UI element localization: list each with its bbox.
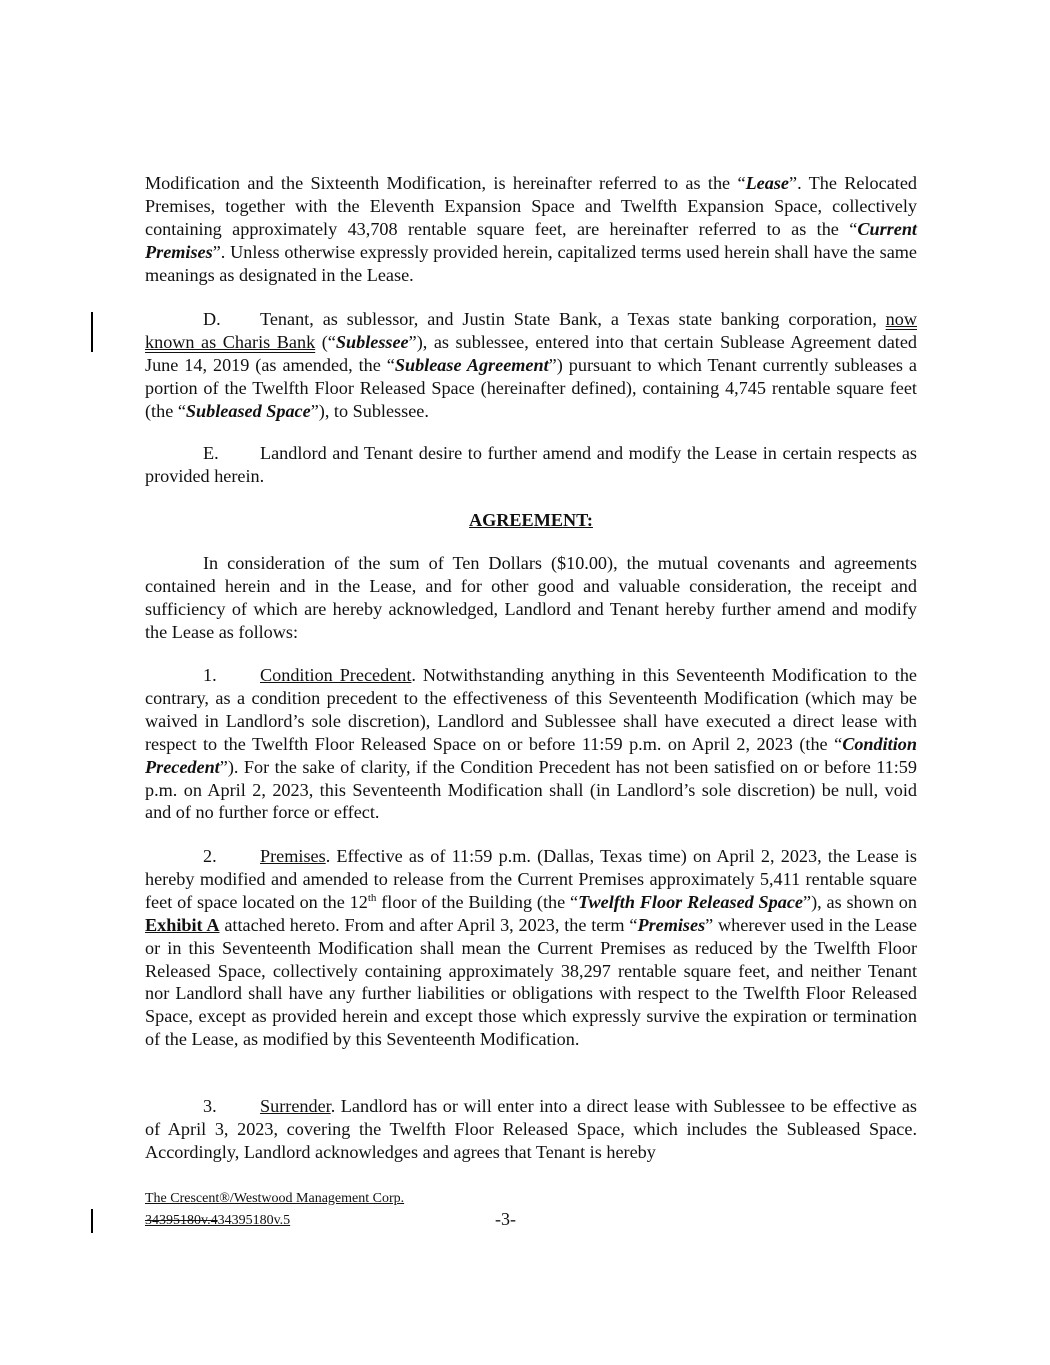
term-sublessee: Sublessee [335, 331, 409, 352]
term-sublease-agreement: Sublease Agreement [394, 354, 549, 375]
footer-revision-bar [91, 1209, 93, 1233]
footer [145, 1188, 404, 1232]
section-1-number: 1. [203, 665, 217, 685]
exhibit-a-reference: Exhibit A [145, 914, 220, 935]
recital-d-label: D. [203, 309, 221, 329]
ordinal-suffix: th [367, 891, 377, 904]
agreement-heading: AGREEMENT: [469, 510, 593, 530]
section-2-title: Premises [260, 846, 326, 866]
doc-number-new: 34395180v.5 [217, 1213, 291, 1228]
term-lease: Lease [745, 173, 789, 193]
section-1-paragraph: 1. Condition Precedent. Notwithstanding anything in this Seventeenth Modification to the contrary, as a condition precedent to the effectiveness of this Seventeenth Modification (which may be waived in Landlord’s sole discretion), Landlord and Sublessee shall have executed a direct lease with respect to the Twelfth Floor Released Space on or before 11:59 p.m. on April 2, 2023 (the “Condition Precedent”). For the sake of clarity, if the Condition Precedent has not been satisfied on or before 11:59 p.m. on April 2, 2023, this Seventeenth Modification shall (in Landlord’s sole discretion) be null, void and of no further force or effect. [145, 665, 917, 823]
inserted-comma: , [872, 309, 877, 329]
consideration-paragraph: In consideration of the sum of Ten Dollars ($10.00), the mutual covenants and agreements contained herein and in the Lease, and for other good and valuable consideration, the receipt and sufficiency of which are hereby acknowledged, Landlord and Tenant hereby further amend and modify the Lease as follows: [145, 553, 917, 642]
intro-paragraph: Modification and the Sixteenth Modification, is hereinafter referred to as the “Lease”. The Relocated Premises, together with the Eleventh Expansion Space and Twelfth Expansion Space, collectively containing approximately 43,708 rentable square feet, are hereinafter referred to as the “Current Premises”. Unless otherwise expressly provided herein, capitalized terms used herein shall have the same meanings as designated in the Lease. [145, 173, 917, 285]
term-premises: Premises [637, 914, 706, 935]
doc-number-old: 34395180v.4 [145, 1213, 218, 1228]
recital-e-label: E. [203, 443, 219, 463]
inserted-known-as: now known as Charis Bank [145, 309, 917, 352]
term-current-premises: Current Premises [145, 218, 917, 262]
section-1-title: Condition Precedent [260, 665, 412, 685]
revision-bar [91, 312, 93, 352]
section-3-paragraph: 3. Surrender. Landlord has or will enter into a direct lease with Sublessee to be effective as of April 3, 2023, covering the Twelfth Floor Released Space, which includes the Subleased Space. Accordingly, Landlord acknowledges and agrees that Tenant is hereby [145, 1096, 917, 1162]
footer-doc-number [145, 1210, 404, 1232]
section-2-number: 2. [203, 846, 217, 866]
section-3-number: 3. [203, 1096, 217, 1116]
recital-d-paragraph: D. Tenant, as sublessor, and Justin State Bank, a Texas state banking corporation, now known as Charis Bank (“Sublessee”), as sublessee, entered into that certain Sublease Agreement dated June 14, 2019 (as amended, the “Sublease Agreement”) pursuant to which Tenant currently subleases a portion of the Twelfth Floor Released Space (hereinafter defined), containing 4,745 rentable square feet (the “Subleased Space”), to Sublessee. [145, 309, 917, 421]
recital-e-paragraph: E. Landlord and Tenant desire to further amend and modify the Lease in certain respects as provided herein. [145, 443, 917, 486]
term-twelfth-floor-released-space: Twelfth Floor Released Space [578, 891, 804, 912]
term-condition-precedent: Condition Precedent [145, 733, 917, 777]
section-2-paragraph: 2. Premises. Effective as of 11:59 p.m. (Dallas, Texas time) on April 2, 2023, the Lease is hereby modified and amended to release from the Current Premises approximately 5,411 rentable square feet of space located on the 12th floor of the Building (the “Twelfth Floor Released Space”), as shown on Exhibit A attached hereto. From and after April 3, 2023, the term “Premises” wherever used in the Lease or in this Seventeenth Modification shall mean the Current Premises as reduced by the Twelfth Floor Released Space, collectively containing approximately 38,297 rentable square feet, and neither Tenant nor Landlord shall have any further liabilities or obligations with respect to the Twelfth Floor Released Space, except as provided herein and except those which expressly survive the expiration or termination of the Lease, as modified by this Seventeenth Modification. [145, 846, 917, 1050]
section-3-title: Surrender [260, 1096, 331, 1116]
term-subleased-space: Subleased Space [185, 400, 311, 421]
page-number: -3- [495, 1209, 516, 1229]
footer-company: The Crescent®/Westwood Management Corp. [145, 1191, 405, 1206]
